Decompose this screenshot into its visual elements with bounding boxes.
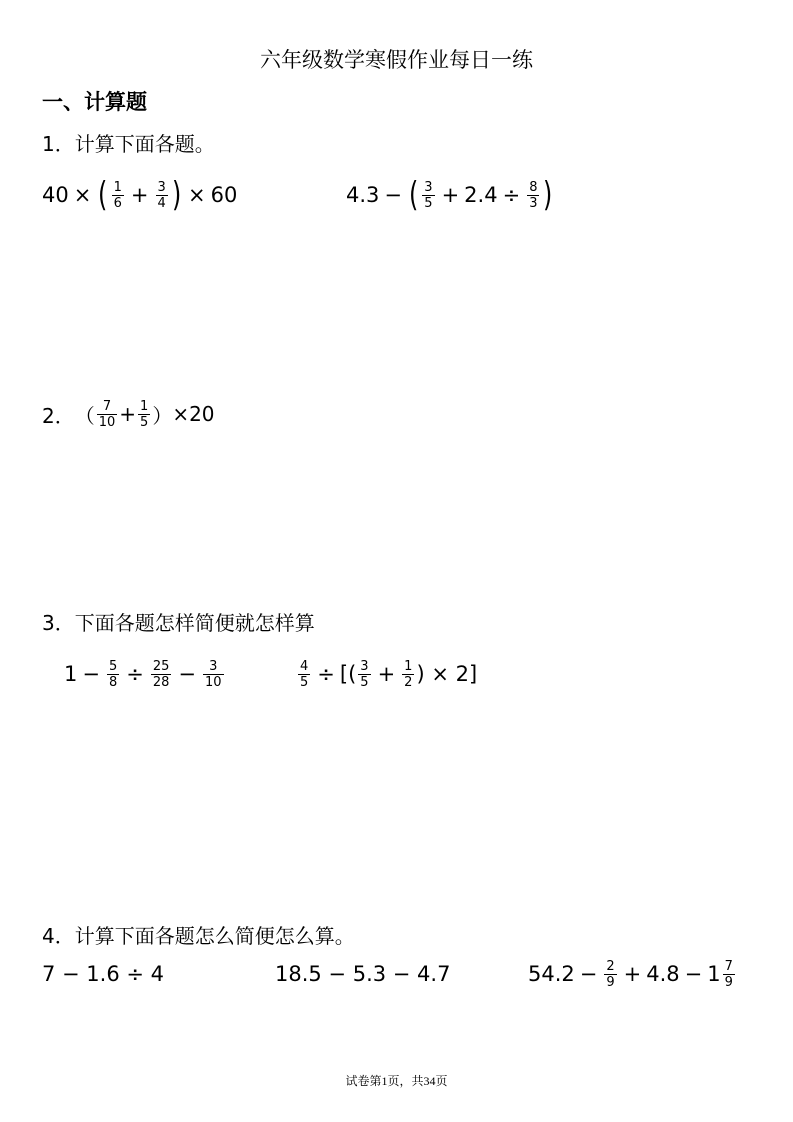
fraction: $\frac{2}{9}$: [606, 958, 615, 990]
fraction: $\frac{7}{9}$: [724, 958, 733, 990]
minus-sign: −: [384, 183, 403, 207]
question-1-expression-1: [42, 172, 237, 218]
operand: 4.3: [346, 183, 380, 207]
page-footer: 试卷第1页，共34页: [345, 1074, 448, 1088]
question-4-label: 4．计算下面各题怎么简便怎么算。: [42, 924, 355, 948]
close-paren: ): [543, 175, 553, 215]
operand: 54.2: [528, 962, 575, 986]
page-title: 六年级数学寒假作业每日一练: [260, 48, 533, 72]
fraction: $\frac{8}{3}$: [529, 179, 538, 211]
plus-sign: +: [441, 183, 460, 207]
question-4-expression-1: [42, 954, 164, 994]
fraction: $\frac{1}{2}$: [404, 658, 413, 690]
minus-sign: −: [579, 962, 598, 986]
operand: 60: [210, 183, 238, 207]
times-sign: ×: [73, 183, 92, 207]
plus-sign: +: [130, 183, 149, 207]
minus-sign: −: [178, 662, 197, 686]
fraction: $\frac{4}{5}$: [300, 658, 309, 690]
fraction: $\frac{3}{4}$: [157, 179, 166, 211]
question-3-label: 3．下面各题怎样简便就怎样算: [42, 611, 315, 635]
section-heading: 一、计算题: [42, 90, 147, 114]
question-1-label: 1．计算下面各题。: [42, 132, 215, 156]
open-bracket: [(: [339, 662, 357, 686]
open-paren: (: [98, 175, 108, 215]
close-paren: ）: [152, 403, 173, 428]
operand: 40: [42, 183, 69, 207]
fraction: $\frac{7}{10}$: [98, 398, 116, 430]
question-2-label: 2．: [42, 403, 75, 428]
plus-sign: +: [623, 962, 642, 986]
fraction: $\frac{25}{28}$: [152, 658, 170, 690]
fraction: $\frac{3}{5}$: [360, 658, 369, 690]
question-2: [42, 392, 215, 436]
times-sign: ×: [188, 183, 206, 207]
divide-sign: ÷: [317, 662, 335, 686]
question-4-expression-3: [528, 952, 737, 996]
minus-sign: −: [684, 962, 703, 986]
expression-text: 7 − 1.6 ÷ 4: [42, 962, 165, 986]
operand: 2.4: [464, 183, 498, 207]
question-3-expression-1: [64, 652, 226, 696]
fraction: $\frac{1}{5}$: [140, 398, 149, 430]
open-paren: （: [74, 403, 95, 428]
operand: 1: [64, 662, 78, 686]
divide-sign: ÷: [126, 662, 144, 686]
operand: 4.8: [646, 962, 680, 986]
operand: ×20: [172, 402, 215, 426]
close-bracket: ) × 2]: [416, 662, 478, 686]
close-paren: ): [171, 175, 182, 215]
minus-sign: −: [82, 662, 100, 686]
fraction: $\frac{5}{8}$: [108, 658, 118, 690]
fraction: $\frac{3}{5}$: [424, 179, 433, 211]
mixed-whole: 1: [707, 962, 721, 986]
expression-text: 18.5 − 5.3 − 4.7: [275, 962, 451, 986]
plus-sign: +: [377, 662, 396, 686]
question-4-expression-2: [275, 954, 450, 994]
divide-sign: ÷: [502, 183, 521, 207]
question-3-expression-2: [296, 652, 477, 696]
plus-sign: +: [119, 402, 137, 426]
fraction: $\frac{3}{10}$: [205, 658, 222, 690]
fraction: $\frac{1}{6}$: [113, 179, 122, 211]
open-paren: (: [409, 175, 419, 215]
question-1-expression-2: [346, 172, 555, 218]
